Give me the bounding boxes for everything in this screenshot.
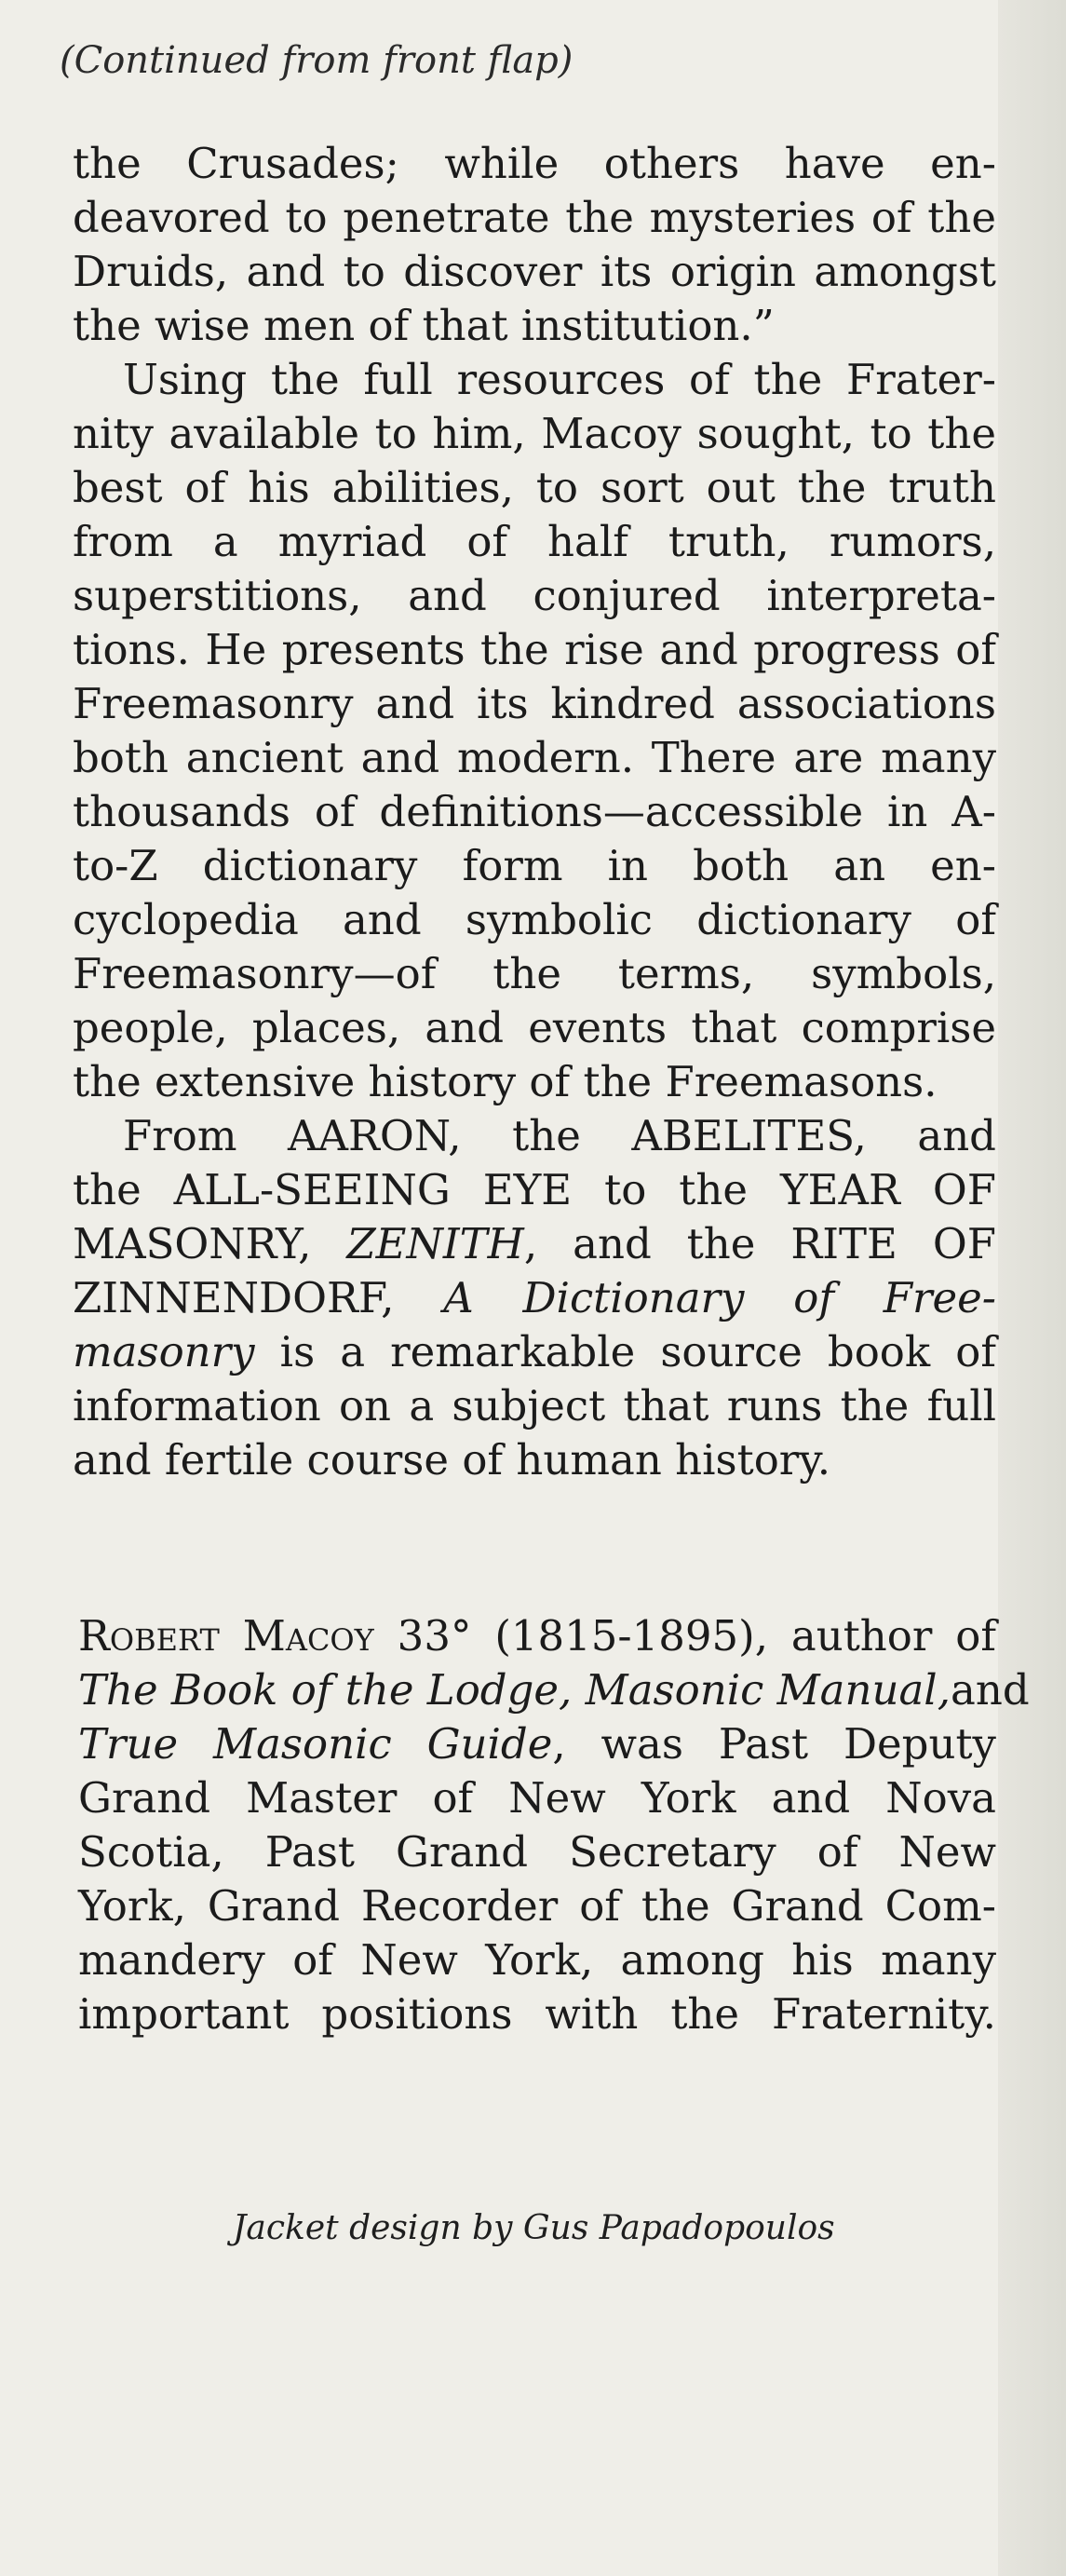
text-line: the Crusades; while others have en- [73, 139, 996, 188]
text-line: best of his abilities, to sort out the truth [73, 463, 996, 512]
text-line: the ALL-SEEING EYE to the YEAR OF [73, 1165, 996, 1214]
text-segment: , and the RITE OF [523, 1219, 996, 1268]
text-line: to-Z dictionary form in both an en- [73, 841, 996, 890]
text-line [78, 1717, 996, 1771]
description-text [73, 137, 996, 1487]
text-line: superstitions, and conjured interpreta- [73, 571, 996, 620]
text-segment: 33° (1815-1895), author of [373, 1611, 997, 1661]
term-zenith: ZENITH [346, 1219, 524, 1268]
author-bio [78, 1609, 1030, 2041]
text-line: mandery of New York, among his many [78, 1935, 996, 1985]
text-line: the wise men of that institution.” [73, 301, 775, 350]
text-line: deavored to penetrate the mysteries of the [73, 193, 996, 242]
text-line [78, 1663, 1030, 1717]
text-segment: ZINNENDORF, [73, 1273, 444, 1322]
book-title: The Book of the Lodge, Masonic Manual, [78, 1665, 951, 1715]
text-segment: , was Past Deputy [552, 1719, 996, 1769]
text-line: the extensive history of the Freemasons. [73, 1057, 938, 1106]
text-segment: MASONRY, [73, 1219, 347, 1268]
author-name: Robert Macoy [78, 1611, 374, 1661]
text-line: Freemasonry and its kindred associations [73, 679, 996, 728]
text-segment: is a remarkable source book of [254, 1327, 996, 1376]
book-title: masonry [73, 1327, 255, 1376]
text-line: information on a subject that runs the full [73, 1381, 996, 1430]
text-line [78, 1609, 996, 1663]
text-line: both ancient and modern. There are many [73, 733, 996, 782]
text-line [73, 1271, 996, 1325]
continued-note: (Continued from front flap) [60, 39, 573, 82]
jacket-edge [998, 0, 1066, 2576]
text-line: important positions with the Fraternity. [78, 1989, 996, 2039]
book-title: A Dictionary of Free- [443, 1273, 996, 1322]
text-line: Using the full resources of the Frater- [123, 355, 996, 404]
text-line: Grand Master of New York and Nova [78, 1773, 996, 1823]
text-line [73, 1217, 996, 1271]
text-line: nity available to him, Macoy sought, to the [73, 409, 996, 458]
text-line: York, Grand Recorder of the Grand Com- [78, 1881, 996, 1931]
text-line: Scotia, Past Grand Secretary of New [78, 1827, 996, 1877]
text-segment: and [951, 1665, 1030, 1715]
text-line [73, 1325, 996, 1379]
text-line: Freemasonry—of the terms, symbols, [73, 949, 996, 998]
jacket-design-credit: Jacket design by Gus Papadopoulos [233, 2209, 835, 2247]
text-line: From AARON, the ABELITES, and [123, 1111, 996, 1160]
book-title: True Masonic Guide [78, 1719, 553, 1769]
text-line: Druids, and to discover its origin amongst [73, 247, 996, 296]
text-line: and fertile course of human history. [73, 1435, 831, 1485]
text-line: thousands of definitions—accessible in A- [73, 787, 996, 836]
text-line: from a myriad of half truth, rumors, [73, 517, 996, 566]
text-line: cyclopedia and symbolic dictionary of [73, 895, 996, 944]
text-line: people, places, and events that comprise [73, 1003, 996, 1052]
text-line: tions. He presents the rise and progress of [73, 625, 996, 674]
